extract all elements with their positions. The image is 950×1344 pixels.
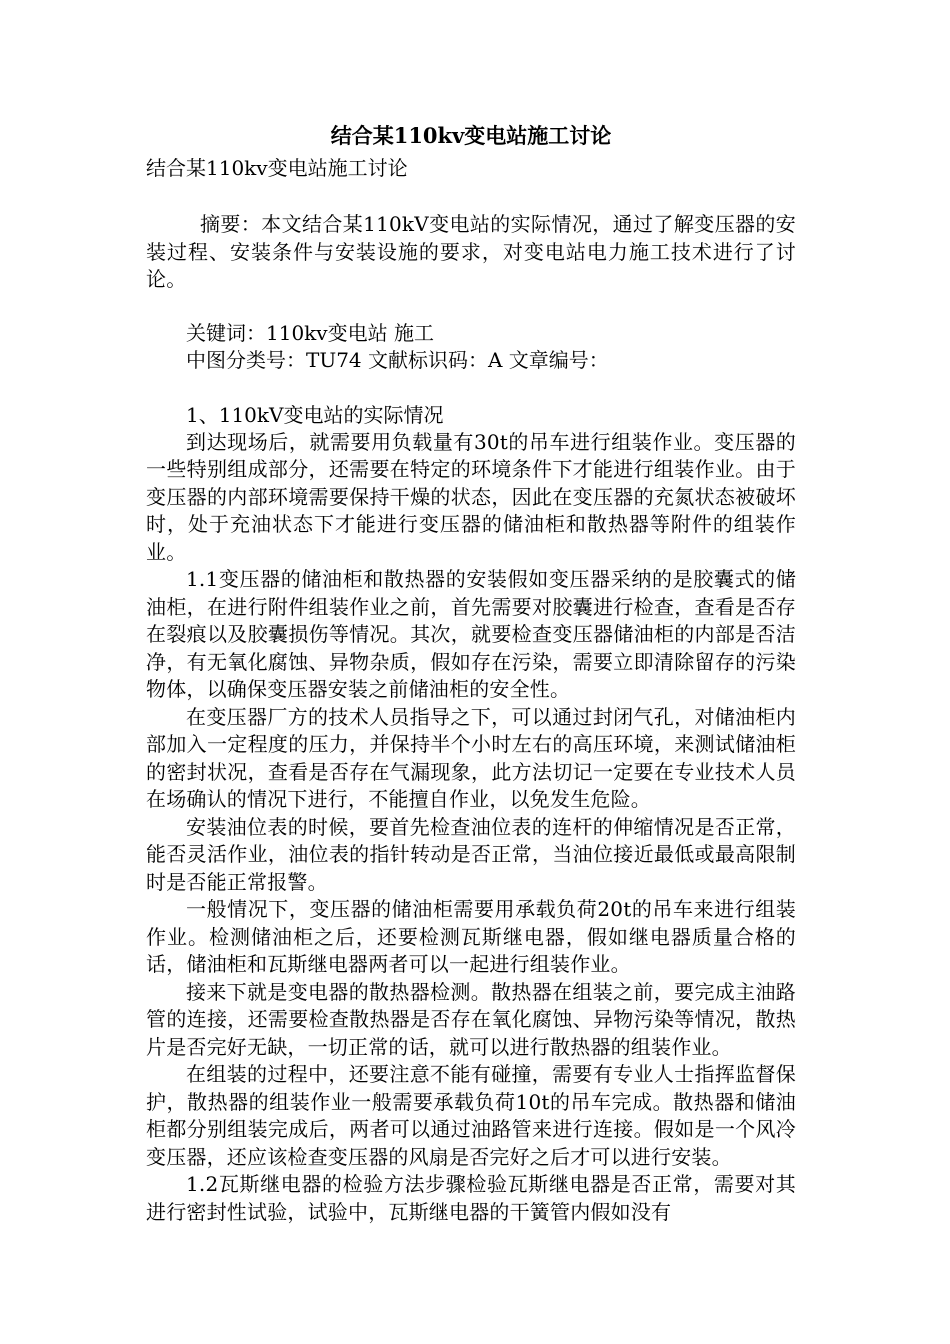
body-paragraph: 一般情况下，变压器的储油柜需要用承载负荷20t的吊车来进行组装作业。检测储油柜之后，还要检测瓦斯继电器，假如继电器质量合格的话，储油柜和瓦斯继电器两者可以一起进行组装作业。 (146, 897, 796, 976)
document-title: 结合某110kv变电站施工讨论 (330, 123, 612, 148)
body-paragraph: 在组装的过程中，还要注意不能有碰撞，需要有专业人士指挥监督保护，散热器的组装作业一般需要承载负荷10t的吊车完成。散热器和储油柜都分别组装完成后，两者可以通过油路管来进行连接。假如是一个风冷变压器，还应该检查变压器的风扇是否完好之后才可以进行安装。 (146, 1062, 796, 1169)
body-paragraph: 接来下就是变电器的散热器检测。散热器在组装之前，要完成主油路管的连接，还需要检查散热器是否存在氧化腐蚀、异物污染等情况，散热片是否完好无缺，一切正常的话，就可以进行散热器的组装作业。 (146, 979, 796, 1059)
document-subtitle: 结合某110kv变电站施工讨论 (146, 156, 408, 180)
abstract-paragraph: 摘要：本文结合某110kV变电站的实际情况，通过了解变压器的安装过程、安装条件与安装设施的要求，对变电站电力施工技术进行了讨论。 (146, 212, 796, 291)
body-paragraph: 在变压器厂方的技术人员指导之下，可以通过封闭气孔，对储油柜内部加入一定程度的压力，并保持半个小时左右的高压环境，来测试储油柜的密封状况，查看是否存在气漏现象，此方法切记一定要在专业技术人员在场确认的情况下进行，不能擅自作业，以免发生危险。 (146, 704, 796, 811)
keywords-line: 关键词：110kv变电站 施工 (186, 320, 434, 345)
body-paragraph: 1.2瓦斯继电器的检验方法步骤检验瓦斯继电器是否正常，需要对其进行密封性试验，试验中，瓦斯继电器的干簧管内假如没有 (146, 1172, 796, 1224)
body-paragraph: 到达现场后，就需要用负载量有30t的吊车进行组装作业。变压器的一些特别组成部分，还需要在特定的环境条件下才能进行组装作业。由于变压器的内部环境需要保持干燥的状态，因此在变压器的充氮状态被破坏时，处于充油状态下才能进行变压器的储油柜和散热器等附件的组装作业。 (146, 429, 796, 564)
classification-line: 中图分类号：TU74 文献标识码：A 文章编号： (186, 347, 609, 372)
document-page (146, 118, 796, 1226)
body-paragraph: 1.1变压器的储油柜和散热器的安装假如变压器采纳的是胶囊式的储油柜，在进行附件组装作业之前，首先需要对胶囊进行检查，查看是否存在裂痕以及胶囊损伤等情况。其次，就要检查变压器储油柜的内部是否洁净，有无氧化腐蚀、异物杂质，假如存在污染，需要立即清除留存的污染物体，以确保变压器安装之前储油柜的安全性。 (146, 567, 796, 701)
section-heading: 1、110kV变电站的实际情况 (186, 402, 444, 427)
body-paragraph: 安装油位表的时候，要首先检查油位表的连杆的伸缩情况是否正常，能否灵活作业，油位表的指针转动是否正常，当油位接近最低或最高限制时是否能正常报警。 (146, 814, 796, 894)
